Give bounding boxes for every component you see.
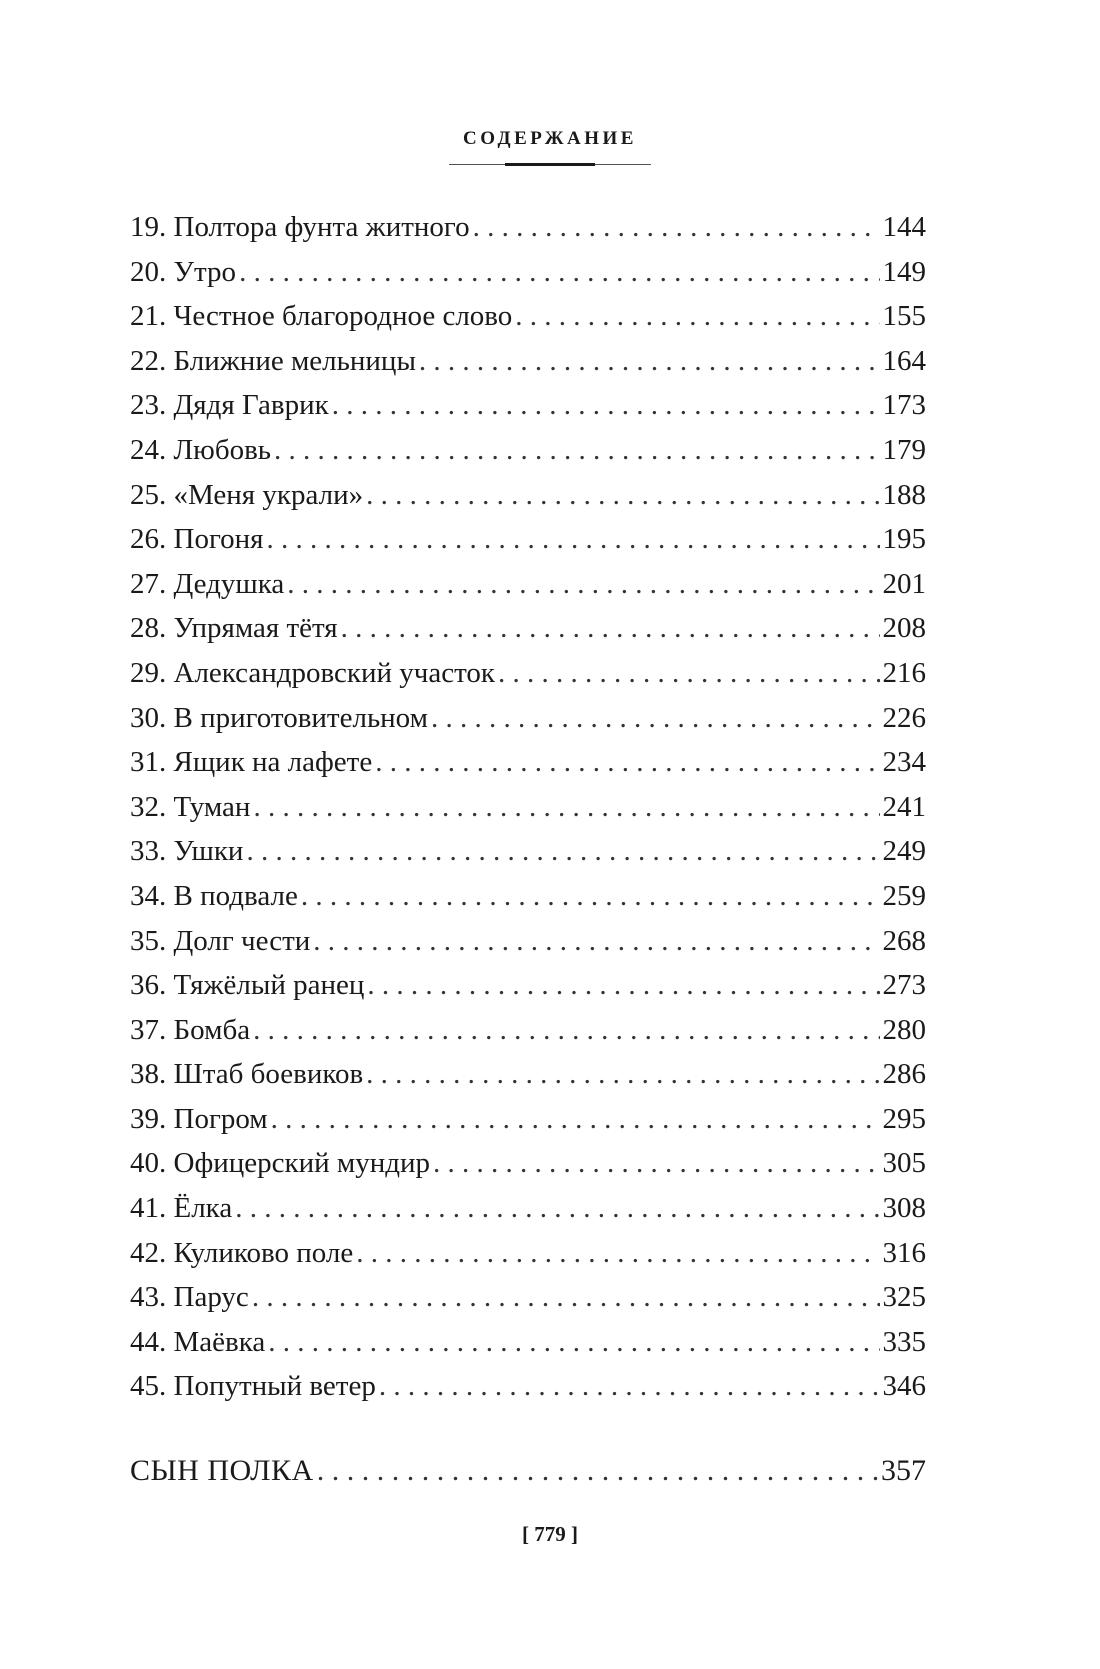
toc-entry[interactable]: [130, 1141, 926, 1186]
toc-dot-leader: [498, 651, 879, 696]
toc-entry-page: 149: [882, 255, 926, 288]
header-divider-accent: [505, 163, 595, 166]
toc-dot-leader: [366, 1052, 879, 1097]
toc-entry-page: 155: [882, 300, 926, 333]
toc-dot-leader: [379, 1364, 880, 1409]
toc-entry[interactable]: [130, 473, 926, 518]
toc-dot-leader: [431, 696, 880, 741]
toc-entry[interactable]: [130, 1008, 926, 1053]
running-header: [0, 128, 1100, 167]
toc-entry[interactable]: [130, 562, 926, 607]
toc-dot-leader: [253, 785, 879, 830]
toc-dot-leader: [313, 919, 879, 964]
toc-entry-title: 35. Долг чести: [130, 924, 311, 957]
toc-entry[interactable]: [130, 294, 926, 339]
toc-entry-page: 335: [882, 1325, 926, 1358]
toc-entry-title: 45. Попутный ветер: [130, 1370, 376, 1403]
toc-entry-page: 273: [882, 969, 926, 1002]
toc-entry[interactable]: [130, 874, 926, 919]
toc-dot-leader: [252, 1275, 880, 1320]
toc-entry-title: 42. Куликово поле: [130, 1236, 354, 1269]
toc-entry-page: 249: [882, 835, 926, 868]
toc-entry[interactable]: [130, 829, 926, 874]
toc-entry[interactable]: [130, 1364, 926, 1409]
toc-entry[interactable]: [130, 517, 926, 562]
toc-entry-page: 305: [882, 1147, 926, 1180]
toc-entry-page: 234: [882, 746, 926, 779]
toc-entry-page: 241: [882, 790, 926, 823]
toc-entry-title: 40. Офицерский мундир: [130, 1147, 431, 1180]
toc-dot-leader: [266, 517, 879, 562]
toc-dot-leader: [246, 829, 879, 874]
page-number: [ 779 ]: [522, 1522, 578, 1546]
toc-dot-leader: [433, 1141, 879, 1186]
toc-entry-page: 179: [882, 433, 926, 466]
toc-entry[interactable]: [130, 963, 926, 1008]
toc-entry-page: 216: [882, 656, 926, 689]
toc-entry[interactable]: [130, 339, 926, 384]
toc-dot-leader: [473, 205, 880, 250]
toc-entry-title: 27. Дедушка: [130, 567, 285, 600]
toc-entry-title: 19. Полтора фунта житного: [130, 211, 470, 243]
toc-entry-title: 39. Погром: [130, 1102, 268, 1135]
toc-entry[interactable]: [130, 1052, 926, 1097]
toc-entry-page: 188: [882, 478, 926, 511]
toc-dot-leader: [317, 1449, 878, 1493]
toc-entry-title: 33. Ушки: [130, 835, 244, 868]
toc-entry-title: 25. «Меня украли»: [130, 478, 364, 511]
toc-entry-title: 41. Ёлка: [130, 1192, 233, 1225]
toc-dot-leader: [239, 250, 879, 295]
toc-entry-title: СЫН ПОЛКА: [130, 1454, 314, 1487]
toc-dot-leader: [515, 294, 879, 339]
toc-entry-page: 325: [882, 1281, 926, 1314]
toc-dot-leader: [367, 963, 879, 1008]
toc-entry-page: 280: [882, 1013, 926, 1046]
toc-dot-leader: [341, 606, 880, 651]
toc-entry-title: 44. Маёвка: [130, 1325, 266, 1358]
toc-entry[interactable]: [130, 250, 926, 295]
toc-entry[interactable]: [130, 428, 926, 473]
toc-dot-leader: [287, 562, 879, 607]
toc-dot-leader: [419, 339, 880, 384]
toc-entry-title: 26. Погоня: [130, 523, 264, 556]
toc-entry-page: 316: [882, 1236, 926, 1269]
toc-entry-title: 31. Ящик на лафете: [130, 746, 373, 779]
toc-entry-page: 286: [882, 1058, 926, 1091]
toc-entry-page: 295: [882, 1102, 926, 1135]
toc-entry-title: 22. Ближние мельницы: [130, 344, 416, 377]
toc-entry[interactable]: [130, 1275, 926, 1320]
toc-entry[interactable]: [130, 1231, 926, 1276]
toc-entry[interactable]: [130, 919, 926, 964]
toc-entry[interactable]: [130, 651, 926, 696]
toc-entry-title: 29. Александровский участок: [130, 656, 496, 689]
toc-dot-leader: [274, 428, 879, 473]
toc-entry[interactable]: [130, 383, 926, 428]
toc-entry[interactable]: [130, 1186, 926, 1231]
toc-entry-title: 43. Парус: [130, 1281, 249, 1314]
toc-entry-page: 346: [882, 1370, 926, 1403]
toc-entry-title: 20. Утро: [130, 255, 237, 288]
toc-entry[interactable]: [130, 740, 926, 785]
toc-entry-title: 21. Честное благородное слово: [130, 300, 513, 333]
toc-entry-title: 32. Туман: [130, 790, 251, 823]
table-of-contents: [130, 205, 926, 1409]
toc-dot-leader: [366, 473, 879, 518]
toc-entry-title: 23. Дядя Гаврик: [130, 389, 329, 422]
toc-entry-page: 226: [882, 701, 926, 734]
toc-dot-leader: [356, 1231, 879, 1276]
toc-entry-title: 37. Бомба: [130, 1013, 251, 1046]
page-title: СОДЕРЖАНИЕ: [463, 128, 637, 149]
toc-entry-page: 208: [882, 612, 926, 645]
toc-dot-leader: [235, 1186, 879, 1231]
toc-dot-leader: [301, 874, 880, 919]
toc-entry[interactable]: [130, 606, 926, 651]
toc-dot-leader: [271, 1097, 880, 1142]
toc-entry[interactable]: [130, 696, 926, 741]
toc-entry-title: 30. В приготовительном: [130, 701, 428, 734]
toc-entry-page: 164: [882, 344, 926, 377]
toc-entry[interactable]: [130, 785, 926, 830]
toc-entry-page: 195: [882, 523, 926, 556]
toc-entry[interactable]: [130, 1097, 926, 1142]
toc-entry-page: 357: [881, 1454, 926, 1487]
toc-entry-page: 144: [882, 211, 926, 243]
toc-dot-leader: [268, 1320, 879, 1365]
toc-entry-page: 259: [882, 879, 926, 912]
toc-entry-page: 308: [882, 1192, 926, 1225]
toc-entry-title: 24. Любовь: [130, 433, 272, 466]
toc-entry-page: 201: [882, 567, 926, 600]
toc-entry-main[interactable]: [130, 1449, 926, 1493]
toc-entry-page: 173: [882, 389, 926, 422]
toc-entry-title: 34. В подвале: [130, 879, 298, 912]
toc-entry-page: 268: [882, 924, 926, 957]
header-divider: [449, 164, 651, 167]
toc-dot-leader: [332, 383, 880, 428]
toc-entry-title: 28. Упрямая тётя: [130, 612, 338, 645]
toc-entry[interactable]: [130, 205, 926, 250]
toc-dot-leader: [375, 740, 879, 785]
toc-dot-leader: [253, 1008, 879, 1053]
toc-entry[interactable]: [130, 1320, 926, 1365]
toc-entry-title: 38. Штаб боевиков: [130, 1058, 364, 1091]
toc-entry-title: 36. Тяжёлый ранец: [130, 969, 365, 1002]
